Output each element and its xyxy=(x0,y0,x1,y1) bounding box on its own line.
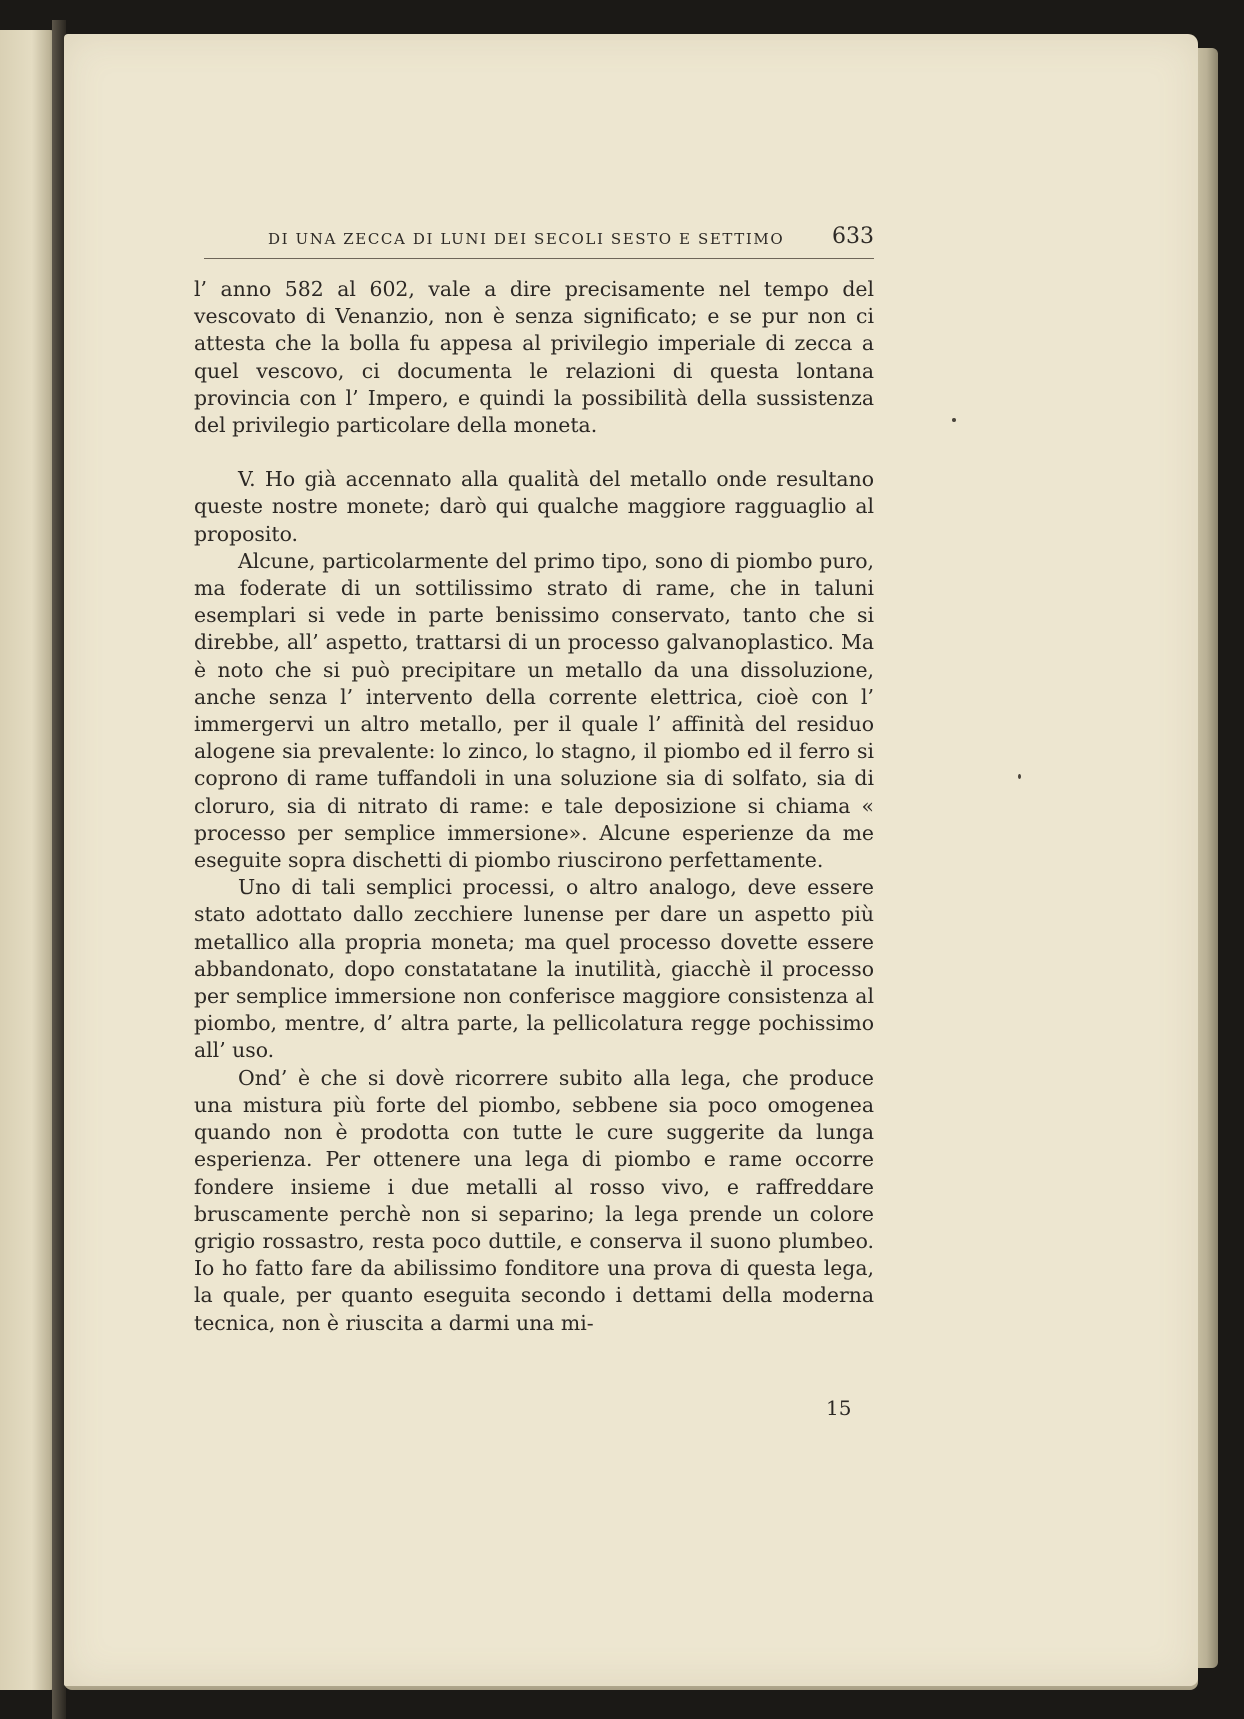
signature-mark: 15 xyxy=(826,1396,852,1420)
facing-page-edge xyxy=(0,30,58,1690)
paper-speck xyxy=(1018,774,1021,779)
paragraph-section-v: V. Ho già accennato alla qualità del metallo onde resultano queste nostre monete; darò qui qualche maggiore ragguaglio al proposito. xyxy=(194,467,874,546)
paragraph: Alcune, particolarmente del primo tipo, sono di piombo puro, ma foderate di un sottilissimo strato di rame, che in taluni esemplari si vede in parte benissimo conservato, tanto che si direbbe, all’ aspetto, trattarsi di un processo galvanoplastico. Ma è noto che si può precipitare un metallo da una dissoluzione, anche senza l’ intervento della corrente elettrica, cioè con l’ immergervi un altro metallo, per il quale l’ affinità del residuo alogene sia prevalente: lo zinco, lo stagno, il piombo ed il ferro si coprono di rame tuffandoli in una soluzione sia di solfato, sia di cloruro, sia di nitrato di rame: e tale deposizione si chiama « processo per semplice immersione». Alcune esperienze da me eseguite sopra dischetti di piombo riuscirono perfettamente. xyxy=(194,548,874,873)
page-body xyxy=(194,276,874,1337)
paragraph-continuation: l’ anno 582 al 602, vale a dire precisamente nel tempo del vescovato di Venanzio, non è senza significato; e se pur non ci attesta che la bolla fu appesa al privilegio imperiale di zecca a quel vescovo, ci documenta le relazioni di questa lontana provincia con l’ Impero, e quindi la possibilità della sussistenza del privilegio particolare della moneta. xyxy=(194,277,874,438)
running-header xyxy=(204,224,874,259)
paragraph: Ond’ è che si dovè ricorrere subito alla lega, che produce una mistura più forte del piombo, sebbene sia poco omogenea quando non è prodotta con tutte le cure suggerite da lunga esperienza. Per ottenere una lega di piombo e rame occorre fondere insieme i due metalli al rosso vivo, e raffreddare bruscamente perchè non si separino; la lega prende un colore grigio rossastro, resta poco duttile, e conserva il suono plumbeo. Io ho fatto fare da abilissimo fonditore una prova di questa lega, la quale, per quanto eseguita secondo i dettami della moderna tecnica, non è riuscita a darmi una mi- xyxy=(194,1065,874,1335)
paragraph: Uno di tali semplici processi, o altro analogo, deve essere stato adottato dallo zecchiere lunense per dare un aspetto più metallico alla propria moneta; ma quel processo dovette essere abbandonato, dopo constatatane la inutilità, giacchè il processo per semplice immersione non conferisce maggiore consistenza al piombo, mentre, d’ altra parte, la pellicolatura regge pochissimo all’ uso. xyxy=(194,875,874,1063)
paper-speck xyxy=(952,418,956,422)
page-number: 633 xyxy=(832,224,874,249)
running-title: DI UNA ZECCA DI LUNI DEI SECOLI SESTO E SETTIMO xyxy=(268,230,785,248)
